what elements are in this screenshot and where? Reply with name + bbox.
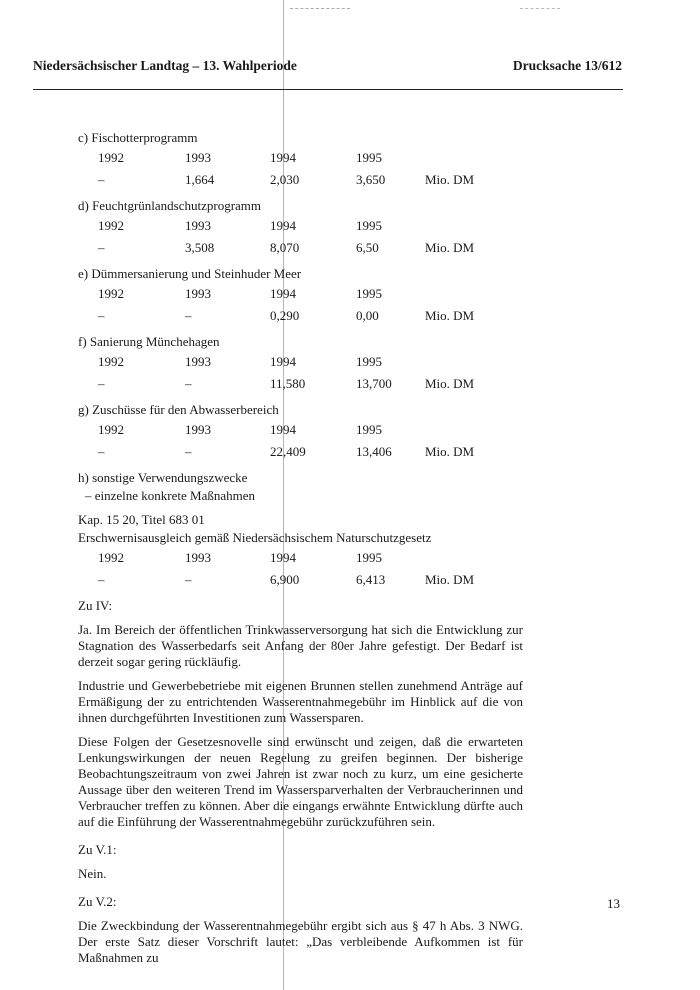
- value-row: [78, 238, 523, 260]
- year-cell: 1994: [270, 550, 296, 565]
- unit-cell: Mio. DM: [425, 308, 475, 323]
- program-block-c: [78, 130, 523, 192]
- program-label: f) Sanierung Münchehagen: [78, 334, 220, 349]
- program-label: g) Zuschüsse für den Abwasserbereich: [78, 402, 279, 417]
- program-label: d) Feuchtgrünlandschutzprogramm: [78, 198, 262, 213]
- year-row: [78, 420, 523, 442]
- value-cell: –: [98, 376, 105, 391]
- year-cell: 1993: [185, 422, 211, 437]
- program-label: c) Fischotterprogramm: [78, 130, 198, 145]
- year-row: [78, 284, 523, 306]
- page-header: [33, 58, 622, 80]
- year-cell: 1995: [356, 286, 382, 301]
- year-cell: 1993: [185, 286, 211, 301]
- program-block-g: [78, 402, 523, 464]
- unit-cell: Mio. DM: [425, 376, 475, 391]
- program-block-f: [78, 334, 523, 396]
- value-cell: 1,664: [185, 172, 215, 187]
- value-cell: 3,508: [185, 240, 215, 255]
- year-cell: 1995: [356, 354, 382, 369]
- value-cell: –: [185, 376, 192, 391]
- paragraph: Ja. Im Bereich der öffentlichen Trinkwasserversorgung hat sich die Entwicklung zur Stagnation des Wasserbedarfs seit Anfang der 80er Jahre gefestigt. Der Bedarf ist derzeit sogar gering rückläufig.: [78, 622, 523, 669]
- year-cell: 1995: [356, 550, 382, 565]
- value-cell: 0,00: [356, 308, 379, 323]
- value-cell: 11,580: [270, 376, 306, 391]
- value-row: [78, 170, 523, 192]
- value-cell: –: [185, 308, 192, 323]
- year-row: [78, 148, 523, 170]
- year-row: [78, 548, 523, 570]
- year-cell: 1992: [98, 422, 124, 437]
- header-parliament: Niedersächsischer Landtag – 13. Wahlperiode: [33, 58, 297, 73]
- answer-text: Nein.: [78, 866, 107, 881]
- year-cell: 1992: [98, 354, 124, 369]
- value-cell: 6,50: [356, 240, 379, 255]
- paragraph: Die Zweckbindung der Wasserentnahmegebühr ergibt sich aus § 47 h Abs. 3 NWG. Der erste Satz dieser Vorschrift lautet: „Das verbleibende Aufkommen ist für Maßnahmen zu: [78, 918, 523, 965]
- value-cell: 13,406: [356, 444, 392, 459]
- value-row: [78, 306, 523, 328]
- value-cell: 3,650: [356, 172, 386, 187]
- year-row: [78, 352, 523, 374]
- year-cell: 1992: [98, 150, 124, 165]
- page-number: 13: [607, 896, 620, 911]
- program-label: h) sonstige Verwendungszwecke: [78, 470, 248, 485]
- value-cell: –: [185, 444, 192, 459]
- paragraph: Diese Folgen der Gesetzesnovelle sind erwünscht und zeigen, daß die erwarteten Lenkungswirkungen der neuen Regelung zu greifen beginnen. Der bisherige Beobachtungszeitraum von zwei Jahren ist zwar noch zu kurz, um eine gesicherte Aussage über den weiteren Trend im Wassersparverhalten der Verbraucherinnen und Verbraucher treffen zu können. Aber die eingangs erwähnte Entwicklung dürfte auch auf die Einführung der Wasserentnahmegebühr zurückzuführen sein.: [78, 734, 523, 829]
- year-cell: 1994: [270, 422, 296, 437]
- value-row: [78, 442, 523, 464]
- unit-cell: Mio. DM: [425, 240, 475, 255]
- value-cell: –: [185, 572, 192, 587]
- year-cell: 1992: [98, 550, 124, 565]
- year-cell: 1995: [356, 150, 382, 165]
- year-cell: 1993: [185, 218, 211, 233]
- value-cell: 8,070: [270, 240, 300, 255]
- page-content: [78, 130, 523, 974]
- value-cell: 13,700: [356, 376, 392, 391]
- paragraph: Industrie und Gewerbebetriebe mit eigenen Brunnen stellen zunehmend Anträge auf Ermäßigung der zu entrichtenden Wasserentnahmegebühr im Hinblick auf die von ihnen durchgeführten Investitionen zum Wassersparen.: [78, 678, 523, 725]
- year-cell: 1995: [356, 422, 382, 437]
- value-cell: –: [98, 308, 105, 323]
- scan-artifact-line: [290, 8, 350, 9]
- year-cell: 1993: [185, 550, 211, 565]
- year-cell: 1994: [270, 286, 296, 301]
- year-cell: 1992: [98, 218, 124, 233]
- scan-artifact-line: [520, 8, 560, 9]
- value-cell: –: [98, 172, 105, 187]
- section-heading-zu-iv: Zu IV:: [78, 598, 113, 613]
- value-cell: –: [98, 572, 105, 587]
- year-cell: 1994: [270, 150, 296, 165]
- header-document-number: Drucksache 13/612: [512, 58, 622, 73]
- year-cell: 1995: [356, 218, 382, 233]
- value-cell: 22,409: [270, 444, 306, 459]
- value-cell: 2,030: [270, 172, 300, 187]
- unit-cell: Mio. DM: [425, 444, 475, 459]
- year-cell: 1993: [185, 354, 211, 369]
- value-cell: –: [98, 240, 105, 255]
- value-row: [78, 570, 523, 592]
- value-cell: 6,900: [270, 572, 300, 587]
- year-cell: 1994: [270, 354, 296, 369]
- program-sub-label: – einzelne konkrete Maßnahmen: [85, 488, 256, 503]
- value-cell: 0,290: [270, 308, 300, 323]
- value-cell: –: [98, 444, 105, 459]
- header-rule: [33, 89, 623, 90]
- year-cell: 1993: [185, 150, 211, 165]
- budget-description: Erschwernisausgleich gemäß Niedersächsischem Naturschutzgesetz: [78, 530, 432, 545]
- program-block-d: [78, 198, 523, 260]
- year-cell: 1994: [270, 218, 296, 233]
- unit-cell: Mio. DM: [425, 172, 475, 187]
- year-row: [78, 216, 523, 238]
- value-row: [78, 374, 523, 396]
- value-cell: 6,413: [356, 572, 386, 587]
- year-cell: 1992: [98, 286, 124, 301]
- program-block-h: [78, 470, 523, 592]
- budget-chapter: Kap. 15 20, Titel 683 01: [78, 512, 205, 527]
- program-label: e) Dümmersanierung und Steinhuder Meer: [78, 266, 302, 281]
- unit-cell: Mio. DM: [425, 572, 475, 587]
- section-heading-zu-v2: Zu V.2:: [78, 894, 117, 909]
- program-block-e: [78, 266, 523, 328]
- section-heading-zu-v1: Zu V.1:: [78, 842, 117, 857]
